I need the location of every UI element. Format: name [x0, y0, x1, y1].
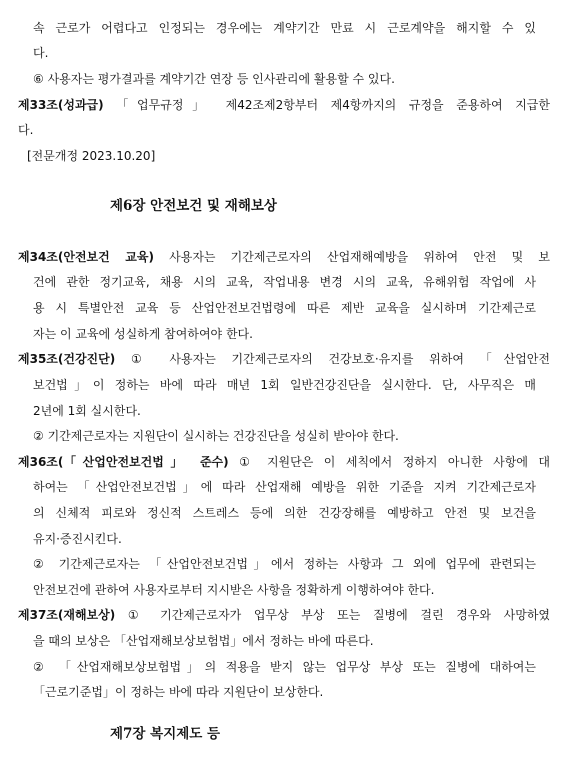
text-line: 의 신체적 피로와 정신적 스트레스 등에 의한 건강장해를 예방하고 안전 및 보건을 — [33, 506, 536, 520]
text-line: 용 시 특별안전 교육 등 산업안전보건법령에 따른 제반 교육을 실시하며 기간제근로 — [33, 301, 536, 315]
article-title: 제37조(재해보상) — [18, 608, 116, 622]
article-title: 제36조(「산업안전보건법」 준수) — [18, 455, 229, 469]
text-line: 건에 관한 정기교육, 채용 시의 교육, 작업내용 변경 시의 교육, 유해위험 작업에 사 — [33, 275, 536, 289]
text-line: 보건법」이 정하는 바에 따라 매년 1회 일반건강진단을 실시한다. 단, 사무직은 매 — [33, 378, 536, 392]
text-line: 을 때의 보상은 「산업재해보상보험법」에서 정하는 바에 따른다. — [33, 634, 374, 648]
text-line: 2년에 1회 실시한다. — [33, 404, 141, 418]
article-text: ① 지원단은 이 세칙에서 정하지 아니한 사항에 대 — [228, 455, 551, 469]
article-36 — [18, 454, 550, 470]
text-line: 안전보건에 관하여 사용자로부터 지시받은 사항을 정확하게 이행하여야 한다. — [33, 583, 435, 597]
article-title: 제33조(성과급) — [18, 98, 104, 112]
text-line: ⑥ 사용자는 평가결과를 계약기간 연장 등 인사관리에 활용할 수 있다. — [33, 72, 395, 86]
article-37 — [18, 607, 550, 623]
article-35 — [18, 351, 550, 367]
article-text: 「업무규정」 제42조제2항부터 제4항까지의 규정을 준용하여 지급한 — [103, 98, 550, 112]
text-line: 다. — [33, 46, 49, 60]
article-34 — [18, 249, 550, 265]
text-line: 유지·증진시킨다. — [33, 532, 122, 546]
article-text: ① 기간제근로자가 업무상 부상 또는 질병에 걸린 경우와 사망하였 — [115, 608, 550, 622]
text-line: ② 기간제근로자는 「산업안전보건법」에서 정하는 사항과 그 외에 업무에 관련되는 — [33, 557, 536, 571]
article-33 — [18, 97, 550, 113]
article-text: ① 사용자는 기간제근로자의 건강보호·유지를 위하여 「산업안전 — [115, 352, 550, 366]
text-line: 자는 이 교육에 성실하게 참여하여야 한다. — [33, 327, 253, 341]
article-title: 제34조(안전보건 교육) — [18, 250, 154, 264]
revision-note: [전문개정 2023.10.20] — [27, 149, 156, 163]
chapter-heading: 제6장 안전보건 및 재해보상 — [110, 198, 277, 214]
chapter-heading: 제7장 복지제도 등 — [110, 726, 221, 742]
text-line: 다. — [18, 123, 34, 137]
text-line: 하여는 「산업안전보건법」에 따라 산업재해 예방을 위한 기준을 지켜 기간제근로자 — [33, 480, 536, 494]
text-line: 「근로기준법」이 정하는 바에 따라 지원단이 보상한다. — [33, 685, 324, 699]
article-title: 제35조(건강진단) — [18, 352, 116, 366]
article-text: 사용자는 기간제근로자의 산업재해예방을 위하여 안전 및 보 — [153, 250, 550, 264]
text-line: ② 기간제근로자는 지원단이 실시하는 건강진단을 성실히 받아야 한다. — [33, 429, 399, 443]
text-line: ② 「산업재해보상보험법」의 적용을 받지 않는 업무상 부상 또는 질병에 대하여는 — [33, 660, 536, 674]
text-line: 속 근로가 어렵다고 인정되는 경우에는 계약기간 만료 시 근로계약을 해지할 수 있 — [33, 21, 536, 35]
